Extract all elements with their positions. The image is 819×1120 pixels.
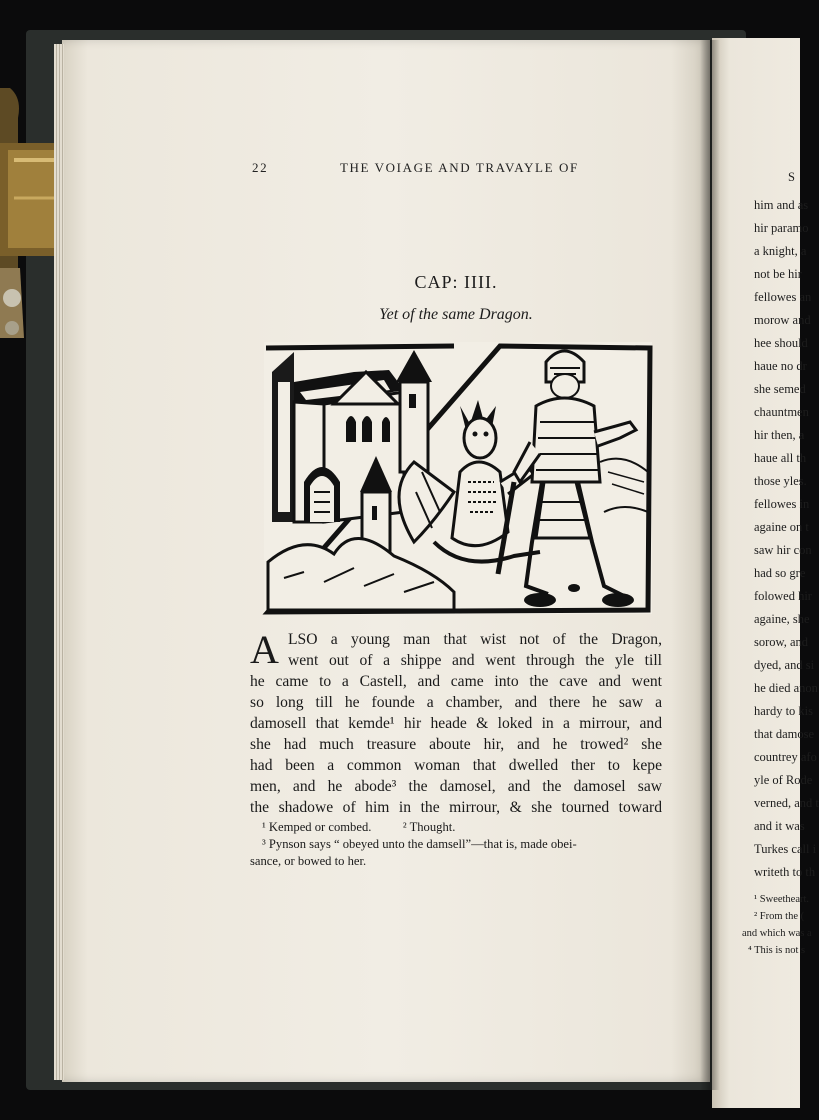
- right-text-line: verned, and t: [754, 796, 819, 810]
- body-line: LSO a young man that wist not of the Dragon,: [288, 631, 662, 648]
- body-line: went out of a shippe and went through the yle till: [288, 652, 662, 669]
- right-text-line: saw hir con: [754, 543, 812, 557]
- right-running-head-fragment: S: [788, 170, 795, 184]
- right-text-line: haue no dr: [754, 359, 807, 373]
- right-text-line: againe on t: [754, 520, 809, 534]
- footnote-line: sance, or bowed to her.: [250, 854, 367, 868]
- body-text: [250, 629, 662, 818]
- drop-cap: A: [250, 627, 279, 672]
- footnote-line: ³ Pynson says “ obeyed unto the damsell”—that is, made obei-: [262, 837, 577, 851]
- footnote-line: ¹ Kemped or combed. ² Thought.: [262, 820, 456, 834]
- right-text-line: he died anon: [754, 681, 818, 695]
- right-text-line: hir then, a: [754, 428, 805, 442]
- right-text-line: sorow, and: [754, 635, 809, 649]
- running-head: [252, 160, 672, 182]
- right-text-line: hardy to kis: [754, 704, 814, 718]
- footnotes: [250, 819, 662, 870]
- body-line: had been a common woman that dwelled ther to kepe: [250, 757, 662, 774]
- body-line: damosell that kemde¹ hir heade & loked in a mirrour, and: [250, 715, 662, 732]
- body-line: the shadowe of him in the mirrour, & she tourned toward: [250, 799, 662, 816]
- body-line: men, and he abode³ the damosel, and the damosel saw: [250, 778, 662, 795]
- right-text-line: and it was: [754, 819, 805, 833]
- right-text-line: fellowes in: [754, 497, 810, 511]
- right-text-line: haue all th: [754, 451, 807, 465]
- right-text-line: had so gre: [754, 566, 806, 580]
- right-text-line: folowed hir: [754, 589, 812, 603]
- chapter-title: CAP: IIII.: [414, 272, 498, 292]
- running-head-title: THE VOIAGE AND TRAVAYLE OF: [340, 160, 579, 175]
- body-line: she had much treasure aboute hir, and he trowed² she: [250, 736, 662, 753]
- right-text-line: a knight, a: [754, 244, 807, 258]
- book-gutter: [700, 40, 720, 1090]
- right-text-line: not be hir: [754, 267, 802, 281]
- right-text-line: chauntmen: [754, 405, 809, 419]
- chapter-subtitle: Yet of the same Dragon.: [379, 306, 533, 323]
- right-footnote-line: ⁴ This is not s: [748, 945, 806, 956]
- right-text-line: againe, she: [754, 612, 810, 626]
- right-page: [712, 38, 819, 1108]
- right-text-line: yle of Rode: [754, 773, 813, 787]
- right-text-line: countrey afo: [754, 750, 817, 764]
- woodcut-illustration: [264, 342, 652, 614]
- right-text-line: that damose: [754, 727, 815, 741]
- right-footnote-line: ¹ Sweetheart.: [754, 894, 810, 905]
- right-footnote-line: ² From the (: [754, 911, 805, 922]
- page-number: 22: [252, 160, 269, 175]
- body-line: he came to a Castell, and came into the cave and went: [250, 673, 662, 690]
- body-line: so long till he founde a chamber, and there he saw a: [250, 694, 662, 711]
- right-text-line: hee should: [754, 336, 808, 350]
- right-text-line: dyed, and si: [754, 658, 815, 672]
- right-text-line: fellowes an: [754, 290, 812, 304]
- right-text-line: hir paramo: [754, 221, 809, 235]
- right-footnote-line: and which was a: [742, 928, 812, 939]
- right-text-line: morow and: [754, 313, 811, 327]
- right-text-line: writeth to th: [754, 865, 816, 879]
- right-text-line: those yles.: [754, 474, 807, 488]
- right-text-line: she semed: [754, 382, 806, 396]
- right-text-line: Turkes call i: [754, 842, 817, 856]
- right-text-line: him and as: [754, 198, 809, 212]
